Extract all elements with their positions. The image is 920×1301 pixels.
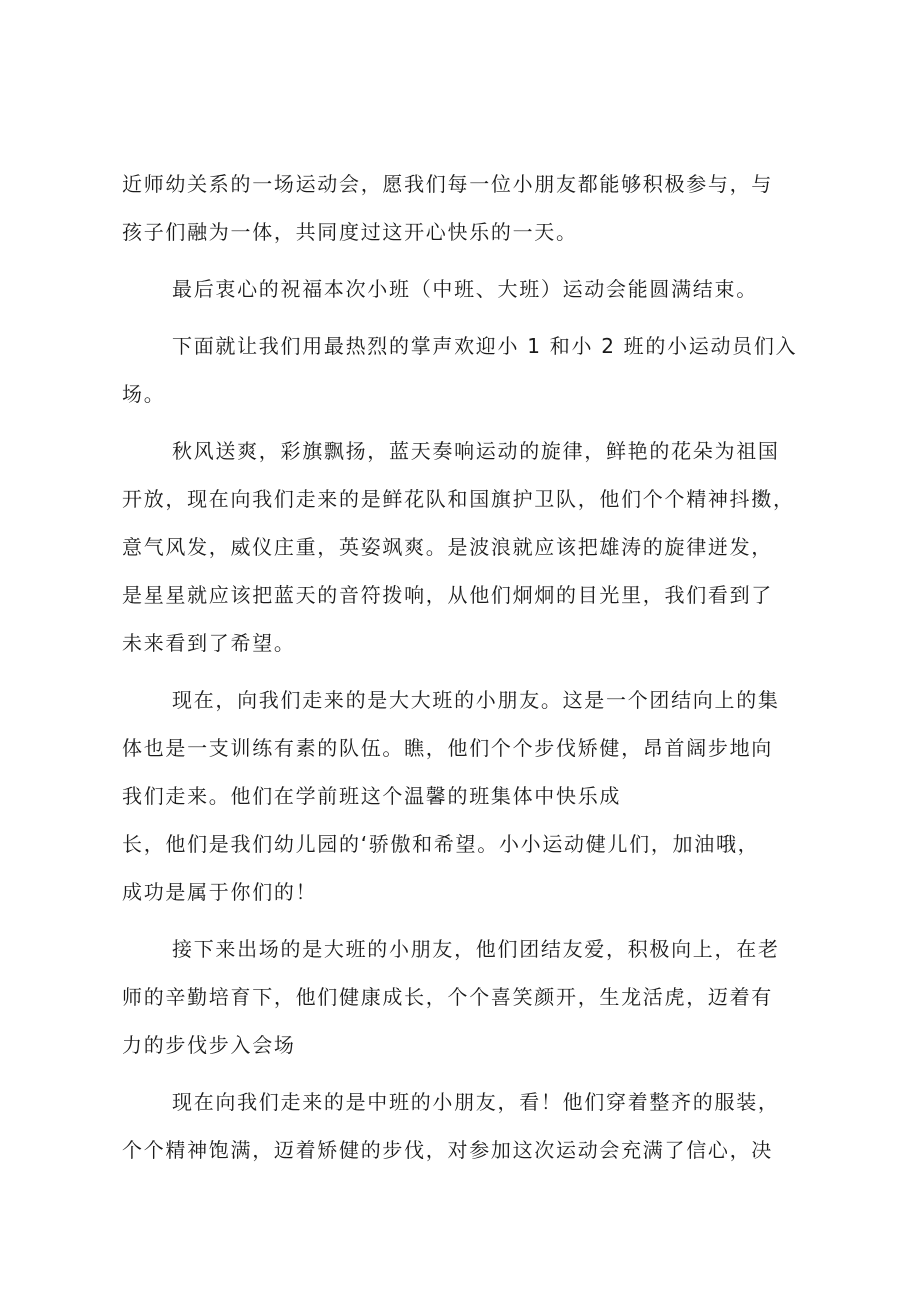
text-line: 意气风发，威仪庄重，英姿飒爽。是波浪就应该把雄涛的旋律迸发， (122, 535, 773, 559)
text-line: 力的步伐步入会场 (122, 1033, 296, 1057)
text-line: 场。 (122, 382, 166, 406)
text-line: 现在向我们走来的是中班的小朋友，看！他们穿着整齐的服装， (172, 1090, 780, 1114)
text-line: 最后衷心的祝福本次小班（中班、大班）运动会能圆满结束。 (172, 277, 758, 301)
text-line: 个个精神饱满，迈着矫健的步伐，对参加这次运动会充满了信心，决 (122, 1138, 773, 1162)
text-line: 近师幼关系的一场运动会，愿我们每一位小朋友都能够积极参与，与 (122, 172, 773, 196)
text-line: 我们走来。他们在学前班这个温馨的班集体中快乐成 (122, 784, 622, 808)
text-line: 接下来出场的是大班的小朋友，他们团结友爱，积极向上，在老 (172, 937, 780, 961)
text-line: 秋风送爽，彩旗飘扬，蓝天奏响运动的旋律，鲜艳的花朵为祖国 (172, 439, 780, 463)
text-line: 长，他们是我们幼儿园的‘骄傲和希望。小小运动健儿们，加油哦， (122, 832, 760, 856)
text-line: 成功是属于你们的！ (122, 880, 318, 904)
text-line: 开放，现在向我们走来的是鲜花队和国旗护卫队，他们个个精神抖擞， (122, 487, 795, 511)
text-line: 下面就让我们用最热烈的掌声欢迎小 1 和小 2 班的小运动员们入 (172, 334, 798, 358)
text-line: 是星星就应该把蓝天的音符拨响，从他们炯炯的目光里，我们看到了 (122, 583, 773, 607)
text-line: 未来看到了希望。 (122, 631, 296, 655)
text-line: 孩子们融为一体，共同度过这开心快乐的一天。 (122, 220, 578, 244)
document-body (122, 160, 832, 1174)
text-line: 体也是一支训练有素的队伍。瞧，他们个个步伐矫健，昂首阔步地向 (122, 736, 773, 760)
text-line: 现在，向我们走来的是大大班的小朋友。这是一个团结向上的集 (172, 688, 780, 712)
text-line: 师的辛勤培育下，他们健康成长，个个喜笑颜开，生龙活虎，迈着有 (122, 985, 773, 1009)
